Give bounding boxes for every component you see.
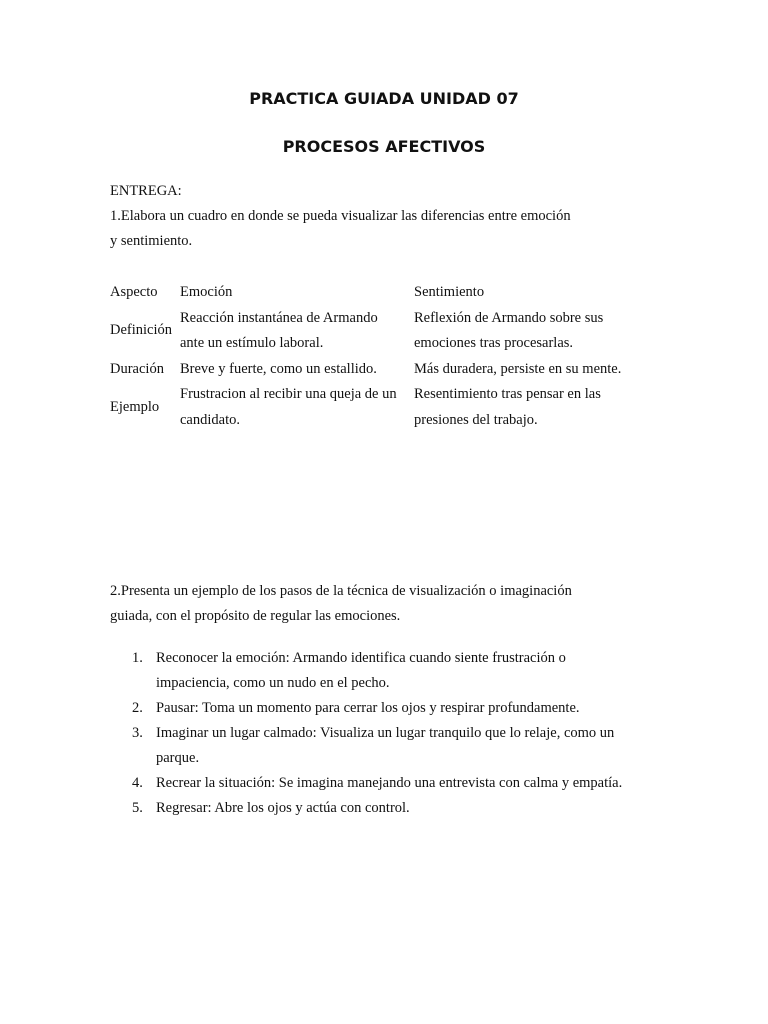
aspect-cell: Duración [110, 360, 164, 377]
list-item [110, 696, 670, 721]
table-row [110, 306, 654, 357]
visualization-steps-list [110, 646, 670, 821]
list-item-number: 3. [132, 725, 143, 741]
cell-line: Frustracion al recibir una queja de un [180, 386, 397, 402]
feeling-cell [414, 306, 654, 357]
emotion-cell [180, 382, 414, 433]
feeling-cell [414, 382, 654, 433]
table-row [110, 382, 654, 433]
header-cell-feeling: Sentimiento [414, 284, 485, 300]
list-item-line: Pausar: Toma un momento para cerrar los ojos y respirar profundamente. [156, 700, 580, 716]
emotion-cell [180, 306, 414, 357]
table-row [110, 357, 654, 383]
document-subtitle: PROCESOS AFECTIVOS [282, 137, 486, 156]
list-item-line: Imaginar un lugar calmado: Visualiza un lugar tranquilo que lo relaje, como un [156, 725, 615, 741]
cell-line: Reflexión de Armando sobre sus [414, 309, 604, 326]
list-item [110, 721, 670, 771]
task2-line: 2.Presenta un ejemplo de los pasos de la técnica de visualización o imaginación [110, 583, 572, 599]
list-item-number: 2. [132, 700, 143, 716]
emotion-cell [180, 357, 414, 383]
list-item-line: Recrear la situación: Se imagina manejando una entrevista con calma y empatía. [156, 775, 623, 791]
list-item-line: parque. [156, 750, 200, 766]
list-item-line: impaciencia, como un nudo en el pecho. [156, 675, 390, 691]
cell-line: Resentimiento tras pensar en las [414, 386, 601, 402]
cell-line: candidato. [180, 411, 240, 428]
feeling-cell [414, 357, 654, 383]
cell-line: ante un estímulo laboral. [180, 335, 324, 351]
list-item [110, 646, 670, 696]
aspect-cell: Ejemplo [110, 398, 160, 415]
list-item-number: 5. [132, 800, 143, 816]
cell-line: Más duradera, persiste en su mente. [414, 360, 622, 377]
task2-block [110, 579, 670, 629]
table-header-row [110, 280, 654, 306]
cell-line: Breve y fuerte, como un estallido. [180, 360, 377, 377]
list-item [110, 771, 670, 796]
header-cell-aspect: Aspecto [110, 284, 158, 300]
task1-line: y sentimiento. [110, 233, 193, 249]
intro-block [110, 179, 670, 254]
list-item-number: 1. [132, 650, 143, 666]
task2-line: guiada, con el propósito de regular las emociones. [110, 608, 401, 624]
cell-line: presiones del trabajo. [414, 411, 538, 428]
aspect-cell: Definición [110, 322, 173, 339]
list-item-number: 4. [132, 775, 143, 791]
comparison-table [110, 280, 654, 433]
cell-line: emociones tras procesarlas. [414, 335, 574, 351]
list-item-line: Reconocer la emoción: Armando identifica cuando siente frustración o [156, 650, 566, 666]
header-cell-emotion: Emoción [180, 284, 233, 300]
document-title: PRACTICA GUIADA UNIDAD 07 [249, 89, 519, 108]
list-item-line: Regresar: Abre los ojos y actúa con control. [156, 800, 410, 816]
list-item [110, 796, 670, 821]
cell-line: Reacción instantánea de Armando [180, 309, 378, 326]
delivery-label: ENTREGA: [110, 183, 182, 199]
task1-line: 1.Elabora un cuadro en donde se pueda visualizar las diferencias entre emoción [110, 208, 571, 224]
